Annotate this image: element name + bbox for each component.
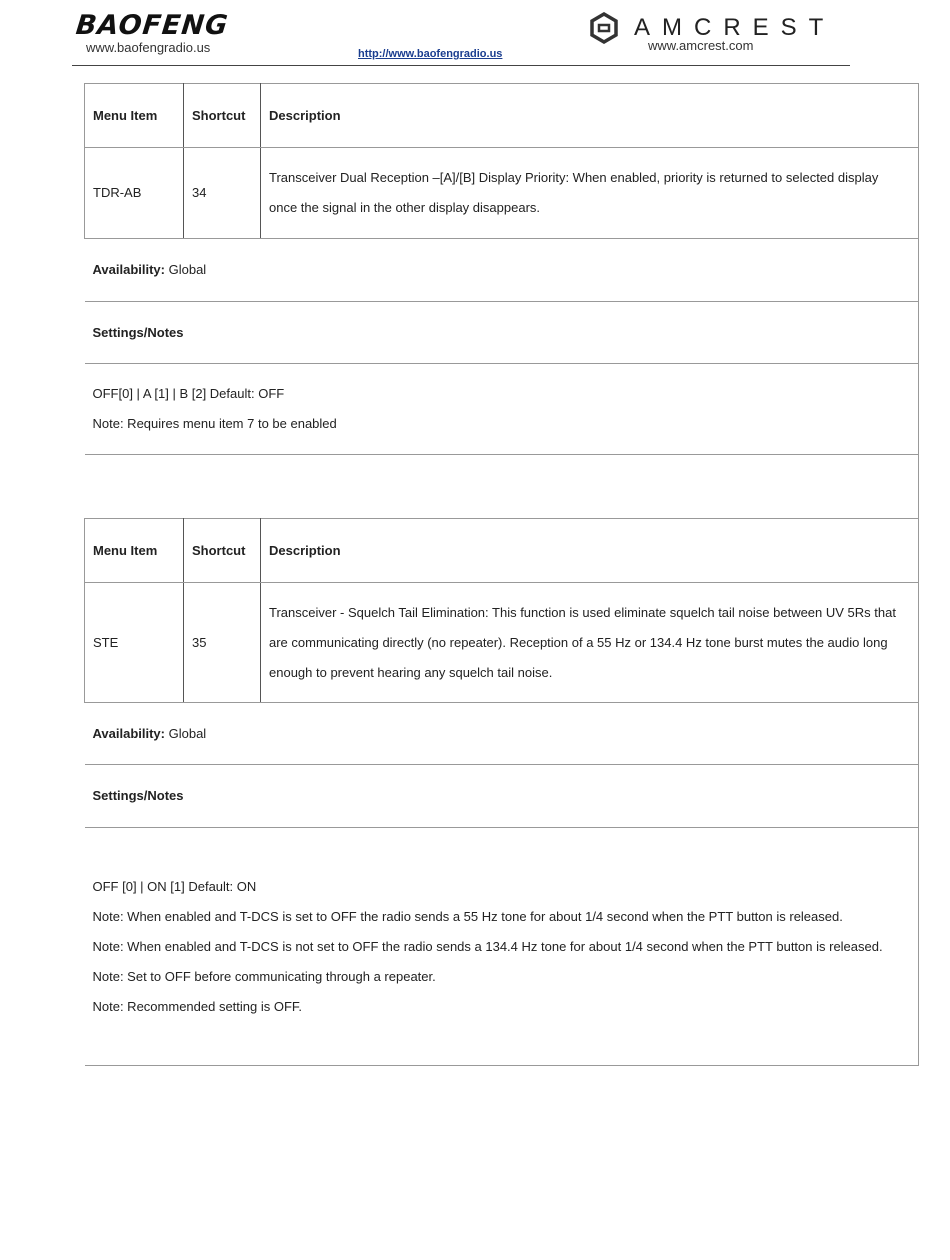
blank-spacer-row (84, 455, 919, 518)
settings-label: Settings/Notes (85, 302, 919, 364)
availability-label: Availability: (92, 725, 165, 741)
menu-item-header: Menu Item (85, 84, 184, 148)
note-line: OFF[0] | A [1] | B [2] Default: OFF (92, 386, 285, 401)
description-header: Description (261, 519, 919, 583)
note-line: Note: When enabled and T-DCS is set to OFF the radio sends a 55 Hz tone for about 1/4 second when the PTT button is released. (92, 908, 843, 924)
menu-entry-table-tdr-ab (84, 83, 919, 455)
availability-value: Global (168, 262, 207, 277)
menu-entry-table-ste (84, 518, 919, 1066)
shortcut-value: 34 (184, 148, 261, 239)
data-row (85, 583, 919, 703)
center-url-link[interactable]: http://www.baofengradio.us (358, 48, 503, 60)
note-line: Note: Recommended setting is OFF. (92, 998, 303, 1014)
note-line: Note: Set to OFF before communicating through a repeater. (92, 968, 436, 984)
data-row (85, 148, 919, 239)
page-header (0, 0, 950, 70)
settings-notes-cell (85, 828, 919, 1066)
shortcut-header: Shortcut (184, 84, 261, 148)
availability-label: Availability: (92, 262, 165, 277)
settings-notes-row (85, 828, 919, 1066)
description-value: Transceiver - Squelch Tail Elimination: This function is used eliminate squelch tail noise between UV 5Rs that are communicating directly (no repeater). Reception of a 55 Hz or 134.4 Hz tone burst mutes the audio long enough to prevent hearing any squelch tail noise. (261, 583, 919, 703)
menu-item-header: Menu Item (85, 519, 184, 583)
shortcut-value: 35 (184, 583, 261, 703)
settings-notes-cell (85, 364, 919, 455)
settings-label: Settings/Notes (85, 765, 919, 828)
note-line: Note: Requires menu item 7 to be enabled (92, 416, 337, 431)
settings-header-row (85, 302, 919, 364)
availability-row (85, 239, 919, 302)
note-line: OFF [0] | ON [1] Default: ON (92, 878, 257, 894)
settings-notes-row (85, 364, 919, 455)
menu-item-value: STE (85, 583, 184, 703)
description-header: Description (261, 84, 919, 148)
amcrest-wordmark: AMCREST (634, 14, 836, 41)
menu-item-value: TDR-AB (85, 148, 184, 239)
amcrest-url: www.amcrest.com (648, 38, 754, 53)
shortcut-header: Shortcut (184, 519, 261, 583)
availability-value: Global (168, 725, 207, 741)
header-row (85, 84, 919, 148)
availability-row (85, 703, 919, 765)
header-row (85, 519, 919, 583)
description-value: Transceiver Dual Reception –[A]/[B] Display Priority: When enabled, priority is returned to selected display once the signal in the other display disappears. (261, 148, 919, 239)
baofeng-url: www.baofengradio.us (86, 40, 211, 55)
note-line: Note: When enabled and T-DCS is not set to OFF the radio sends a 134.4 Hz tone for about 1/4 second when the PTT button is released. (92, 938, 883, 954)
availability-cell (85, 239, 919, 302)
baofeng-logo: BAOFENG (74, 10, 230, 41)
settings-header-row (85, 765, 919, 828)
availability-cell (85, 703, 919, 765)
header-divider (72, 65, 850, 66)
amcrest-hexagon-icon (589, 12, 619, 44)
